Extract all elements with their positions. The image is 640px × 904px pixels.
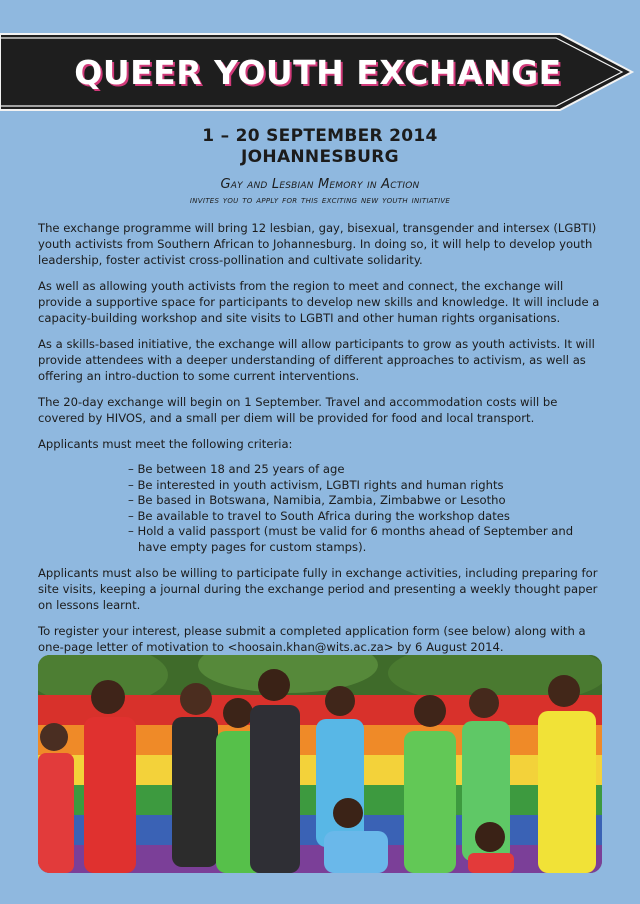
register-paragraph: To register your interest, please submit a completed application form (see below) along with a one-page letter of motivation to <hoosain.khan@wits.ac.za> by 6 August 2014. [38, 624, 586, 654]
group-photo-illustration [38, 655, 602, 873]
criteria-item: – Be between 18 and 25 years of age [128, 462, 345, 476]
paragraph: The exchange programme will bring 12 lesbian, gay, bisexual, transgender and intersex (LGBTI) youth activists from Southern African to Johannesburg. In doing so, it will help to develop youth leadership, foster activist cross-pollination and cultivate solidarity. [38, 221, 597, 267]
criteria-item: – Be based in Botswana, Namibia, Zambia, Zimbabwe or Lesotho [128, 493, 506, 507]
organizer-name: Gay and Lesbian Memory in Action [220, 177, 420, 192]
criteria-item: – Be interested in youth activism, LGBTI rights and human rights [128, 477, 504, 492]
event-dates: 1 – 20 SEPTEMBER 2014 [202, 126, 438, 146]
paragraph: Applicants must also be willing to participate fully in exchange activities, including preparing for site visits, keeping a journal during the exchange period and presenting a weekly thought paper on lessons learnt. [38, 566, 598, 612]
event-header [0, 126, 640, 168]
group-photo [38, 655, 602, 873]
body-text [38, 220, 604, 665]
paragraph: The 20-day exchange will begin on 1 September. Travel and accommodation costs will be covered by HIVOS, and a small per diem will be provided for food and local transport. [38, 395, 558, 425]
criteria-item: – Be available to travel to South Africa during the workshop dates [128, 508, 510, 523]
page-title: QUEER YOUTH EXCHANGE [74, 52, 562, 92]
invite-line: invites you to apply for this exciting new youth initiative [189, 194, 451, 206]
criteria-intro: Applicants must meet the following criteria: [38, 437, 293, 451]
paragraph: As a skills-based initiative, the exchange will allow participants to grow as youth activists. It will provide attendees with a deeper understanding of different approaches to activism, as well as offering an intro-duction to some current interventions. [38, 337, 595, 383]
title-banner [0, 32, 636, 112]
event-city: JOHANNESBURG [241, 147, 399, 167]
criteria-item: – Hold a valid passport (must be valid for 6 months ahead of September and have empty pages for custom stamps). [128, 524, 574, 554]
paragraph: As well as allowing youth activists from the region to meet and connect, the exchange will provide a supportive space for participants to develop new skills and knowledge. It will include a capacity-building workshop and site visits to LGBTI and other human rights organisations. [38, 279, 600, 325]
criteria-list [128, 462, 604, 555]
